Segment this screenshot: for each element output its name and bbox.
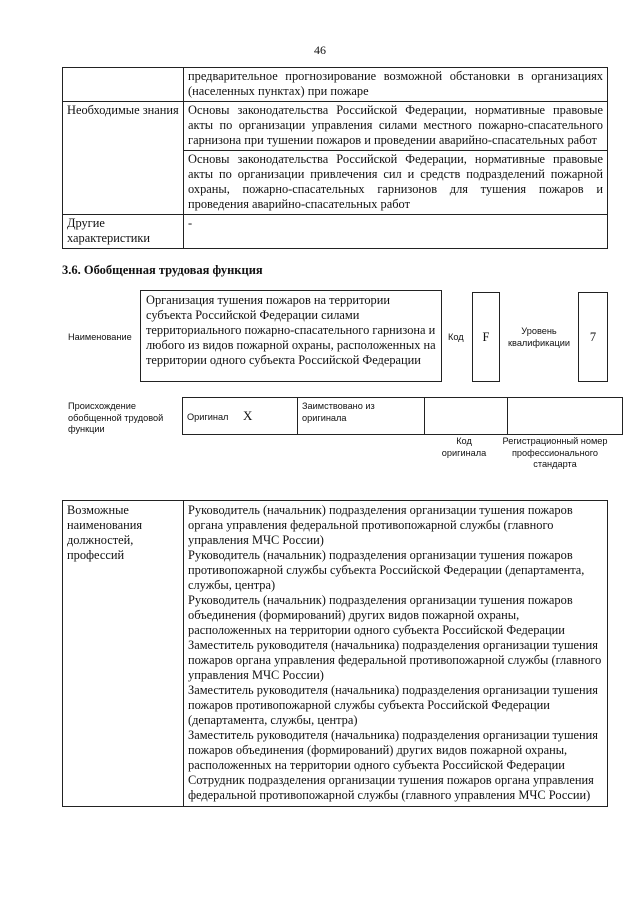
qualification-level-label: Уровень квалификации [508, 326, 570, 348]
position-item: Заместитель руководителя (начальника) подразделения организации тушения пожаров органа управления федеральной противопожарной службы (главного управления МЧС России) [188, 638, 602, 682]
positions-list [184, 501, 608, 807]
continuation-cell: предварительное прогнозирование возможной обстановки в организациях (населенных пунктах) при пожаре [184, 68, 608, 102]
knowledge-item-1: Основы законодательства Российской Федерации, нормативные правовые акты по организации управления силами местного пожарно-спасательного гарнизона при тушении пожаров и проведении аварийно-спасательных работ [184, 102, 608, 151]
other-label: Другие характеристики [63, 215, 184, 249]
reg-number-caption: Регистрационный номер профессионального стандарта [502, 436, 608, 469]
position-item: Заместитель руководителя (начальника) подразделения организации тушения пожаров противопожарной службы субъекта Российской Федерации (департамента, службы, центра) [188, 683, 598, 727]
knowledge-item-2: Основы законодательства Российской Федерации, нормативные правовые акты по организации привлечения сил и средств подразделений пожарной охраны, пожарно-спасательных гарнизонов для тушения пожаров и проведения аварийно-спасательных работ [184, 151, 608, 215]
top-table [62, 67, 608, 249]
other-value: - [184, 215, 608, 249]
position-item: Руководитель (начальник) подразделения организации тушения пожаров органа управления федеральной противопожарной службы (главного управления МЧС России) [188, 503, 573, 547]
borrowed-label: Заимствовано из оригинала [298, 398, 425, 435]
reg-number-cell [508, 398, 623, 435]
original-cell [183, 398, 298, 435]
table-row [63, 102, 608, 151]
code-original-cell [425, 398, 508, 435]
empty-label-cell [63, 68, 184, 102]
position-item: Сотрудник подразделения организации тушения пожаров органа управления федеральной противопожарной службы (главного управления МЧС России) [188, 773, 594, 802]
qualification-level-value: 7 [578, 292, 608, 382]
positions-table [62, 500, 608, 807]
name-label: Наименование [68, 332, 132, 342]
page-number: 46 [314, 43, 326, 57]
original-label: Оригинал [187, 412, 229, 422]
function-name-box: Организация тушения пожаров на территории субъекта Российской Федерации силами территориального пожарно-спасательного гарнизона и любого из видов пожарной охраны, расположенных на территории одного субъекта Российской Федерации [140, 290, 442, 382]
section-title: 3.6. Обобщенная трудовая функция [62, 263, 263, 277]
table-row [63, 501, 608, 807]
positions-label: Возможные наименования должностей, профессий [63, 501, 184, 807]
table-row [63, 68, 608, 102]
table-row [183, 398, 623, 435]
position-item: Руководитель (начальник) подразделения организации тушения пожаров объединения (формирований) других видов пожарной охраны, расположенных на территории одного субъекта Российской Федерации [188, 593, 573, 637]
code-label: Код [448, 332, 464, 342]
position-item: Заместитель руководителя (начальника) подразделения организации тушения пожаров объединения (формирований) других видов пожарной охраны, расположенных на территории одного субъекта Российской Федерации [188, 728, 598, 772]
original-mark: X [242, 408, 253, 423]
table-row [63, 215, 608, 249]
code-value: F [472, 292, 500, 382]
position-item: Руководитель (начальник) подразделения организации тушения пожаров противопожарной службы субъекта Российской Федерации (департамента, службы, центра) [188, 548, 585, 592]
origin-table [182, 397, 623, 435]
code-original-caption: Код оригинала [441, 436, 487, 458]
origin-label: Происхождение обобщенной трудовой функции [68, 401, 164, 434]
knowledge-label: Необходимые знания [63, 102, 184, 215]
